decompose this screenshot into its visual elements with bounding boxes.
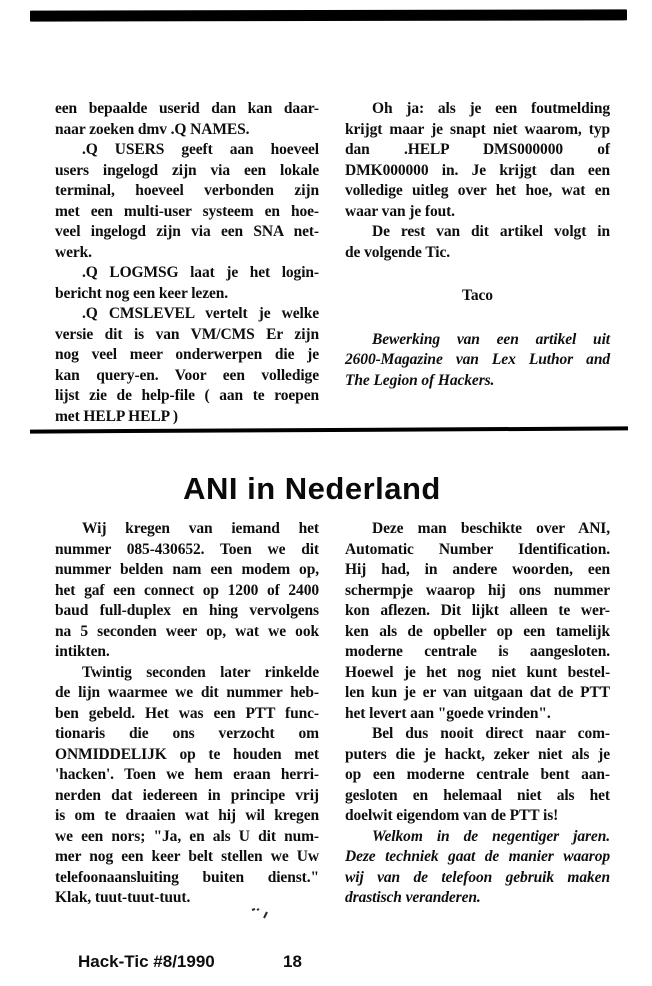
text-line: krijgt maar je snapt niet waarom, typ bbox=[345, 120, 610, 138]
text-line: werk. bbox=[55, 243, 92, 261]
text-line: Welkom in de negentiger jaren. bbox=[372, 827, 610, 845]
text-line: volledige uitleg over het hoe, wat en bbox=[345, 182, 610, 199]
column-bottom-left bbox=[55, 519, 319, 909]
text-line: doelwit eigendom van de PTT is! bbox=[345, 807, 559, 824]
text-line: met een multi-user systeem en hoe- bbox=[55, 202, 319, 220]
footer-issue-label: Hack-Tic #8/1990 bbox=[78, 952, 215, 971]
text-line: naar zoeken dmv .Q NAMES. bbox=[55, 120, 250, 138]
text-line: gesloten en helemaal niet als het bbox=[345, 786, 610, 804]
text-line: waar van je fout. bbox=[345, 202, 455, 220]
text-line: wij van de telefoon gebruik maken bbox=[345, 868, 610, 886]
text-line: moderne centrale is aangesloten. bbox=[345, 643, 610, 660]
text-line: De rest van dit artikel volgt in bbox=[372, 223, 610, 240]
scan-edge-bar bbox=[30, 9, 627, 21]
text-line: versie dit is van VM/CMS Er zijn bbox=[55, 325, 319, 343]
text-line: na 5 seconden weer op, wat we ook bbox=[55, 622, 319, 640]
text-line: Oh ja: als je een foutmelding bbox=[372, 100, 610, 117]
text-line: dan .HELP DMS000000 of bbox=[345, 141, 610, 158]
text-line: mer nog een keer belt stellen we Uw bbox=[55, 848, 319, 865]
column-top-right bbox=[345, 99, 610, 391]
text-line: .Q USERS geeft aan hoeveel bbox=[82, 141, 319, 158]
text-line: 'hacken'. Toen we hem eraan herri- bbox=[55, 766, 319, 783]
text-line: Deze man beschikte over ANI, bbox=[372, 520, 610, 537]
text-line: Taco bbox=[462, 287, 493, 304]
text-line: nog veel meer onderwerpen die je bbox=[55, 346, 319, 363]
text-line: bericht nog een keer lezen. bbox=[55, 284, 229, 302]
text-line: users ingelogd zijn via een lokale bbox=[55, 161, 319, 179]
text-line: puters die je hackt, zeker niet als je bbox=[345, 745, 610, 763]
text-line: terminal, hoeveel verbonden zijn bbox=[55, 182, 319, 199]
column-bottom-right bbox=[345, 519, 610, 909]
text-line: lijst zie de help-file ( aan te roepen bbox=[55, 387, 319, 404]
text-line: Hij had, in andere woorden, een bbox=[345, 561, 610, 578]
text-line: we een nors; "Ja, en als U dit num- bbox=[55, 827, 319, 845]
text-line: 2600-Magazine van Lex Luthor and bbox=[345, 351, 610, 368]
text-line: de volgende Tic. bbox=[345, 243, 451, 261]
text-line: baud full-duplex en hing vervolgens bbox=[55, 602, 319, 619]
text-line: len kun je er van uitgaan dat de PTT bbox=[345, 684, 610, 701]
text-line: nerden dat iedereen in principe vrij bbox=[55, 786, 319, 804]
text-line: kon aflezen. Dit lijkt alleen te wer- bbox=[345, 602, 610, 619]
text-line: Hoewel je het nog niet kunt bestel- bbox=[345, 663, 610, 681]
text-line: The Legion of Hackers. bbox=[345, 371, 495, 389]
text-line: Klak, tuut-tuut-tuut. bbox=[55, 889, 191, 906]
text-line: Automatic Number Identification. bbox=[345, 540, 610, 558]
column-top-left bbox=[55, 99, 319, 427]
text-line: schermpje waarop hij ons nummer bbox=[345, 581, 610, 599]
text-line: op een moderne centrale bent aan- bbox=[345, 766, 610, 783]
text-line: drastisch veranderen. bbox=[345, 889, 481, 906]
text-line: ken als de opbeller op een tamelijk bbox=[345, 622, 610, 640]
text-line: Twintig seconden later rinkelde bbox=[82, 663, 319, 681]
text-line: Wij kregen van iemand het bbox=[82, 520, 319, 537]
text-line: .Q CMSLEVEL vertelt je welke bbox=[82, 305, 319, 322]
text-line: het gaf een connect op 1200 of 2400 bbox=[55, 581, 319, 599]
text-line: de lijn waarmee we dit nummer heb- bbox=[55, 684, 319, 701]
text-line: intikten. bbox=[55, 643, 110, 660]
text-line: ONMIDDELIJK op te houden met bbox=[55, 745, 319, 763]
text-line: Bewerking van een artikel uit bbox=[372, 330, 610, 348]
text-line: is om te draaien wat hij wil kregen bbox=[55, 807, 319, 824]
text-line: kan query-en. Voor een volledige bbox=[55, 366, 319, 384]
text-line: telefoonaansluiting buiten dienst." bbox=[55, 868, 319, 886]
text-line: een bepaalde userid dan kan daar- bbox=[55, 100, 319, 117]
text-line: veel ingelogd zijn via een SNA net- bbox=[55, 223, 319, 240]
text-line: .Q LOGMSG laat je het login- bbox=[82, 264, 319, 281]
ink-smudge-mark bbox=[249, 906, 275, 925]
article-heading: ANI in Nederland bbox=[183, 470, 441, 506]
text-line: Deze techniek gaat de manier waarop bbox=[345, 848, 610, 865]
text-line: Bel dus nooit direct naar com- bbox=[372, 725, 610, 742]
text-line: DMK000000 in. Je krijgt dan een bbox=[345, 161, 610, 179]
section-divider-rule bbox=[30, 426, 628, 433]
text-line: nummer belden nam een modem op, bbox=[55, 561, 319, 578]
text-line: het levert aan "goede vrinden". bbox=[345, 704, 551, 722]
text-line: nummer 085-430652. Toen we dit bbox=[55, 540, 319, 558]
footer-page-number: 18 bbox=[283, 952, 302, 971]
text-line: met HELP HELP ) bbox=[55, 407, 178, 425]
text-line: tionaris die ons verzocht om bbox=[55, 725, 319, 742]
text-line: ben gebeld. Het was een PTT func- bbox=[55, 704, 319, 722]
